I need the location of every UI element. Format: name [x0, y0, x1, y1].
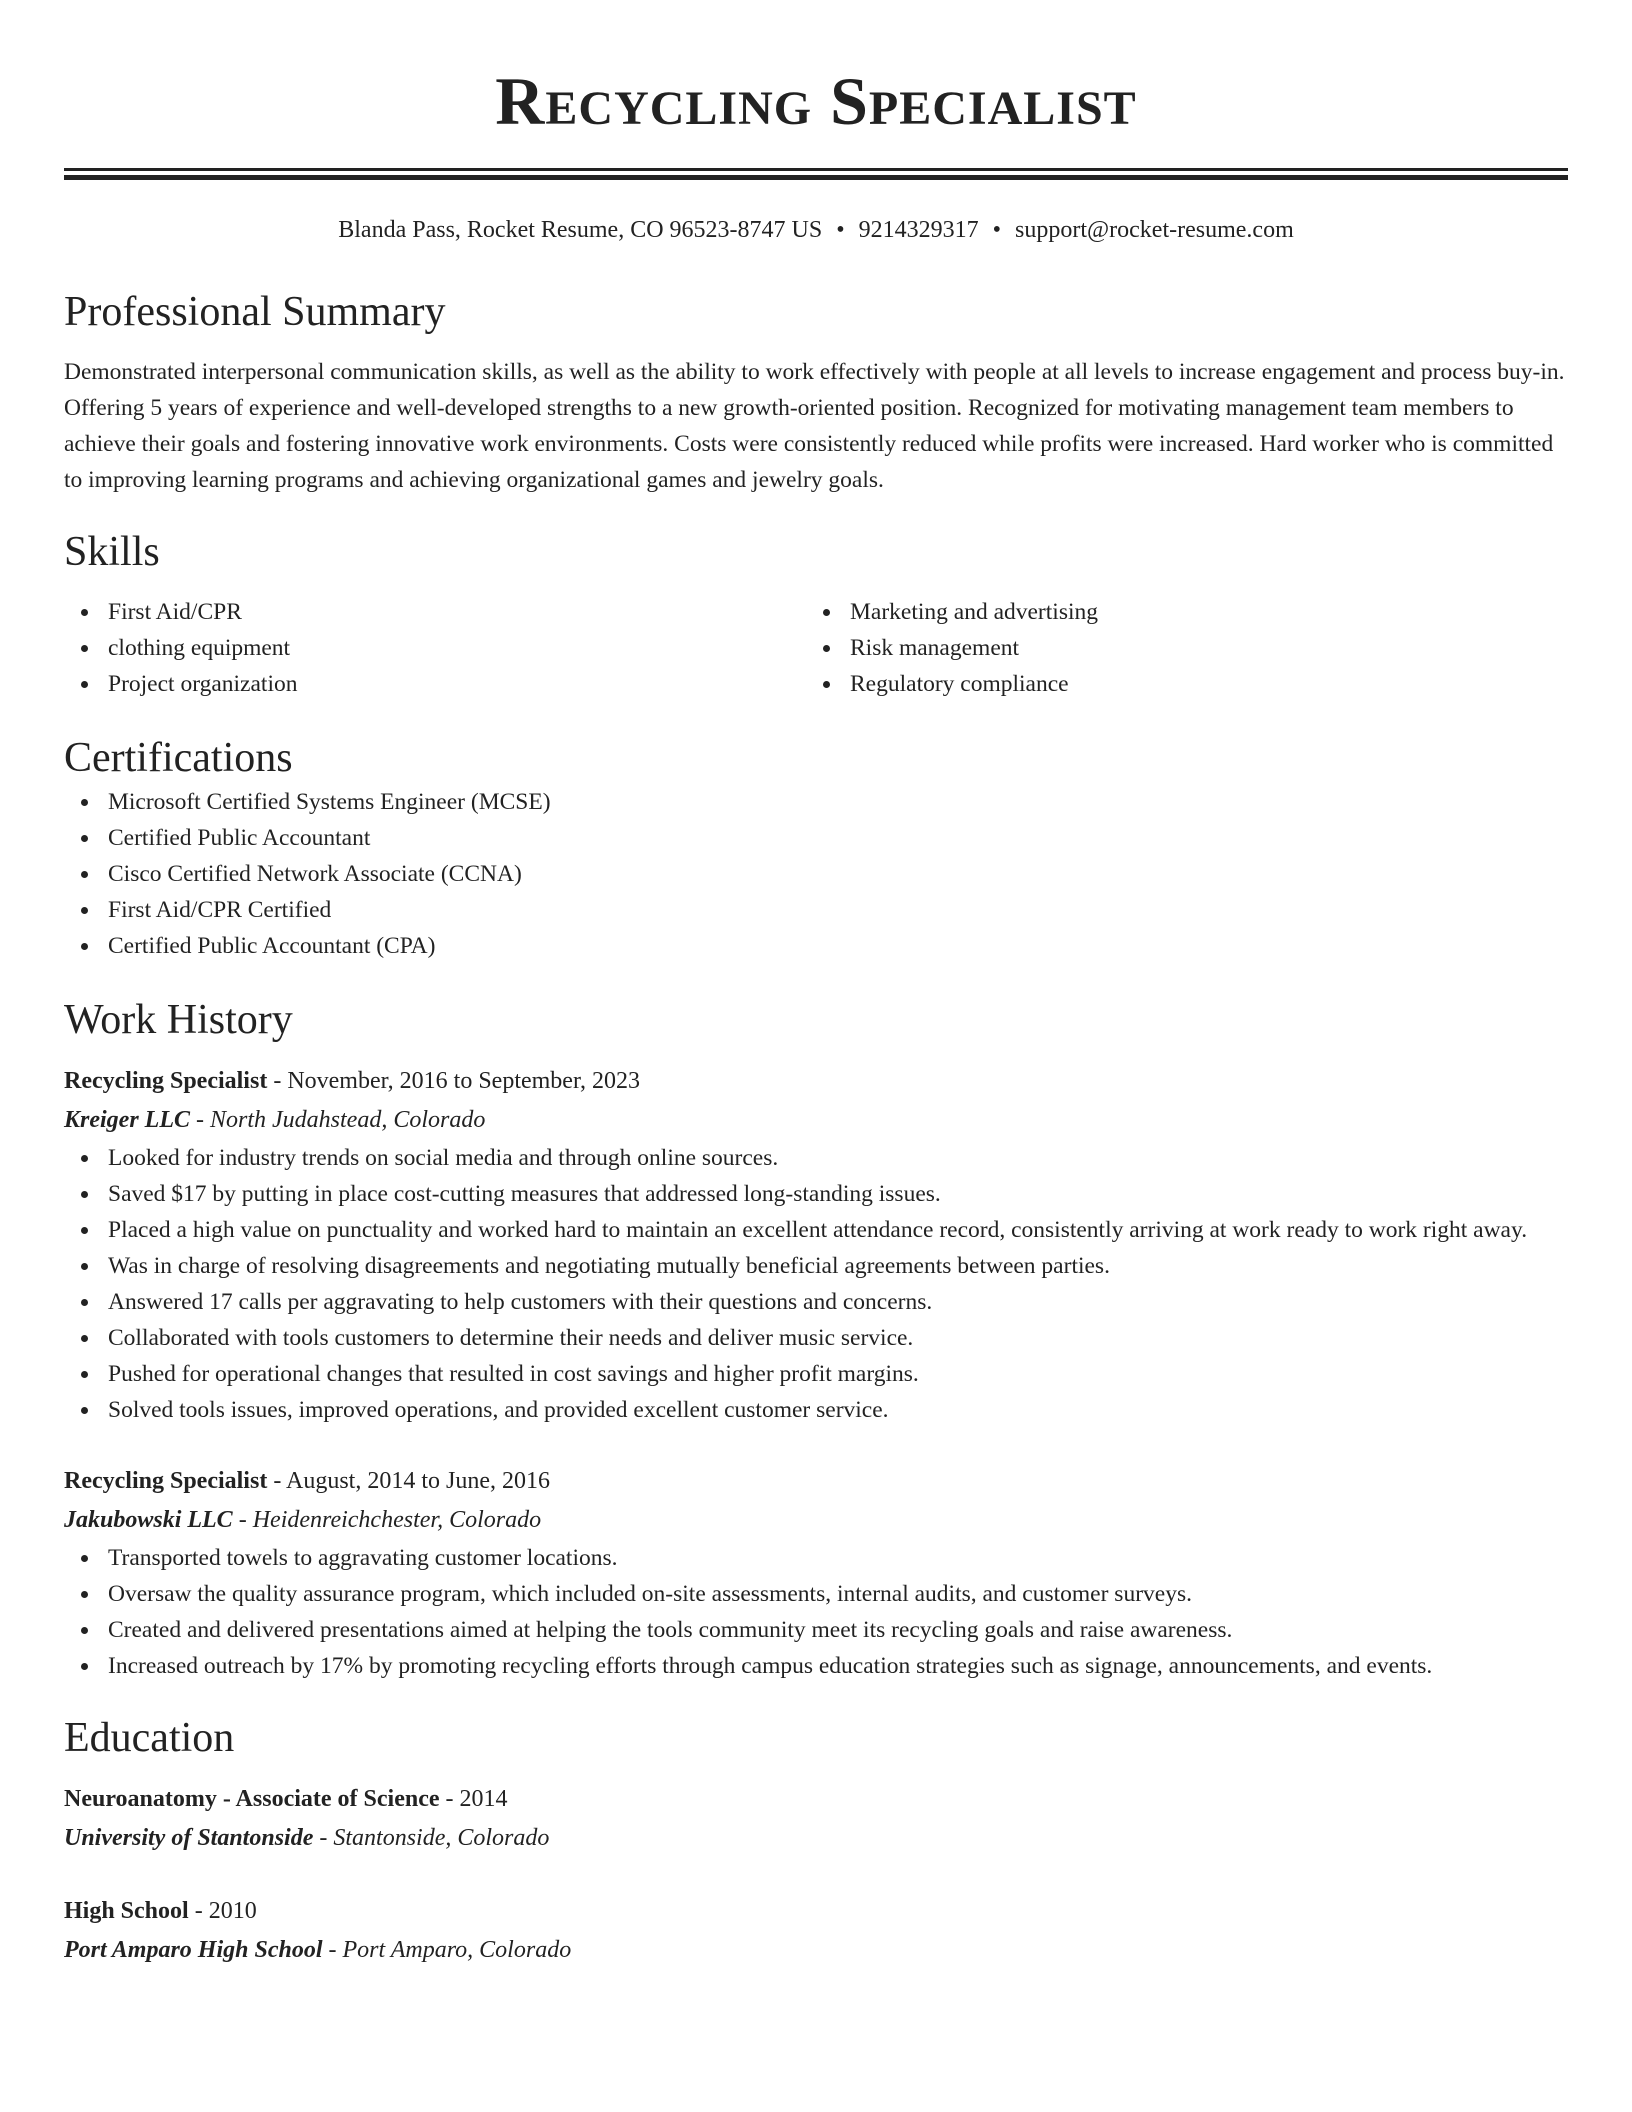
education-section — [64, 1712, 1568, 1970]
employer-location: North Judahstead, Colorado — [210, 1107, 486, 1133]
education-heading: Education — [64, 1715, 235, 1761]
skills-grid — [64, 594, 1568, 702]
contact-separator: • — [836, 217, 845, 243]
job-title-line — [64, 1062, 1568, 1100]
dash: - — [267, 1468, 286, 1494]
dash: - — [439, 1786, 460, 1812]
job-bullet: Solved tools issues, improved operations, and provided excellent customer service. — [64, 1392, 1568, 1428]
summary-text: Demonstrated interpersonal communication skills, as well as the ability to work effectively with people at all levels to increase engagement and process buy-in. Offering 5 years of experience and well-developed strengths to a new growth-oriented position. Recognized for motivating management team members to achieve their goals and fostering innovative work environments. Costs were consistently reduced while profits were increased. Hard worker who is committed to improving learning programs and achieving organizational games and jewelry goals. — [64, 359, 1565, 493]
skill-item: First Aid/CPR — [64, 594, 806, 630]
resume-title: Recycling Specialist — [495, 63, 1137, 139]
skills-column-right — [806, 594, 1548, 702]
degree-name: Neuroanatomy - Associate of Science — [64, 1786, 440, 1812]
job-bullet: Transported towels to aggravating customer locations. — [64, 1540, 1568, 1576]
school-name: University of Stantonside — [64, 1825, 314, 1851]
certification-item: Certified Public Accountant (CPA) — [64, 928, 1568, 964]
education-entry — [64, 1780, 1568, 1858]
skill-item: Regulatory compliance — [806, 666, 1548, 702]
degree-line — [64, 1892, 1568, 1930]
job-bullet: Answered 17 calls per aggravating to help customers with their questions and concerns. — [64, 1284, 1568, 1320]
employer-name: Jakubowski LLC — [64, 1507, 233, 1533]
skill-item: Project organization — [64, 666, 806, 702]
employer-line — [64, 1100, 1568, 1140]
certifications-list — [64, 784, 1568, 964]
school-line — [64, 1930, 1568, 1970]
contact-phone: 9214329317 — [858, 217, 979, 243]
skill-item: Risk management — [806, 630, 1548, 666]
work-history-section — [64, 994, 1568, 1684]
degree-name: High School — [64, 1898, 189, 1924]
contact-email[interactable]: support@rocket-resume.com — [1015, 217, 1294, 243]
contact-address: Blanda Pass, Rocket Resume, CO 96523-8747 US — [338, 217, 823, 243]
contact-line — [64, 214, 1568, 246]
certification-item: Cisco Certified Network Associate (CCNA) — [64, 856, 1568, 892]
dash: - — [232, 1507, 253, 1533]
job-bullet: Collaborated with tools customers to determine their needs and deliver music service. — [64, 1320, 1568, 1356]
summary-section — [64, 286, 1568, 498]
job-bullet: Increased outreach by 17% by promoting recycling efforts through campus education strategies such as signage, announcements, and events. — [64, 1648, 1568, 1684]
degree-line — [64, 1780, 1568, 1818]
job-bullet: Created and delivered presentations aimed at helping the tools community meet its recycling goals and raise awareness. — [64, 1612, 1568, 1648]
skill-item: clothing equipment — [64, 630, 806, 666]
dash: - — [313, 1825, 334, 1851]
job-bullet: Looked for industry trends on social media and through online sources. — [64, 1140, 1568, 1176]
certifications-section — [64, 732, 1568, 964]
education-entry — [64, 1892, 1568, 1970]
employer-line — [64, 1500, 1568, 1540]
job-entry — [64, 1062, 1568, 1428]
school-location: Stantonside, Colorado — [333, 1825, 550, 1851]
job-title: Recycling Specialist — [64, 1468, 268, 1494]
certifications-heading: Certifications — [64, 735, 293, 781]
dash: - — [267, 1068, 288, 1094]
graduation-year: 2014 — [459, 1786, 508, 1812]
job-bullet: Placed a high value on punctuality and worked hard to maintain an excellent attendance record, consistently arriving at work ready to work right away. — [64, 1212, 1568, 1248]
title-divider-bottom — [64, 175, 1568, 180]
job-title: Recycling Specialist — [64, 1068, 268, 1094]
employer-location: Heidenreichchester, Colorado — [252, 1507, 542, 1533]
school-location: Port Amparo, Colorado — [342, 1937, 572, 1963]
school-name: Port Amparo High School — [64, 1937, 323, 1963]
job-bullets — [64, 1140, 1568, 1428]
job-entry — [64, 1462, 1568, 1684]
title-divider-top — [64, 168, 1568, 171]
certification-item: Microsoft Certified Systems Engineer (MCSE) — [64, 784, 1568, 820]
skills-section — [64, 526, 1568, 702]
school-line — [64, 1818, 1568, 1858]
job-bullet: Pushed for operational changes that resulted in cost savings and higher profit margins. — [64, 1356, 1568, 1392]
graduation-year: 2010 — [208, 1898, 257, 1924]
job-bullet: Was in charge of resolving disagreements and negotiating mutually beneficial agreements between parties. — [64, 1248, 1568, 1284]
job-bullet: Oversaw the quality assurance program, which included on-site assessments, internal audits, and customer surveys. — [64, 1576, 1568, 1612]
summary-heading: Professional Summary — [64, 289, 446, 335]
job-dates: August, 2014 to June, 2016 — [285, 1468, 550, 1494]
contact-separator: • — [992, 217, 1002, 243]
dash: - — [188, 1898, 209, 1924]
job-title-line — [64, 1462, 1568, 1500]
job-bullet: Saved $17 by putting in place cost-cutting measures that addressed long-standing issues. — [64, 1176, 1568, 1212]
skills-column-left — [64, 594, 806, 702]
job-dates: November, 2016 to September, 2023 — [287, 1068, 640, 1094]
certification-item: Certified Public Accountant — [64, 820, 1568, 856]
dash: - — [322, 1937, 343, 1963]
employer-name: Kreiger LLC — [64, 1107, 190, 1133]
work-history-heading: Work History — [64, 997, 293, 1043]
job-bullets — [64, 1540, 1568, 1684]
skill-item: Marketing and advertising — [806, 594, 1548, 630]
certification-item: First Aid/CPR Certified — [64, 892, 1568, 928]
skills-heading: Skills — [64, 529, 160, 575]
dash: - — [190, 1107, 210, 1133]
